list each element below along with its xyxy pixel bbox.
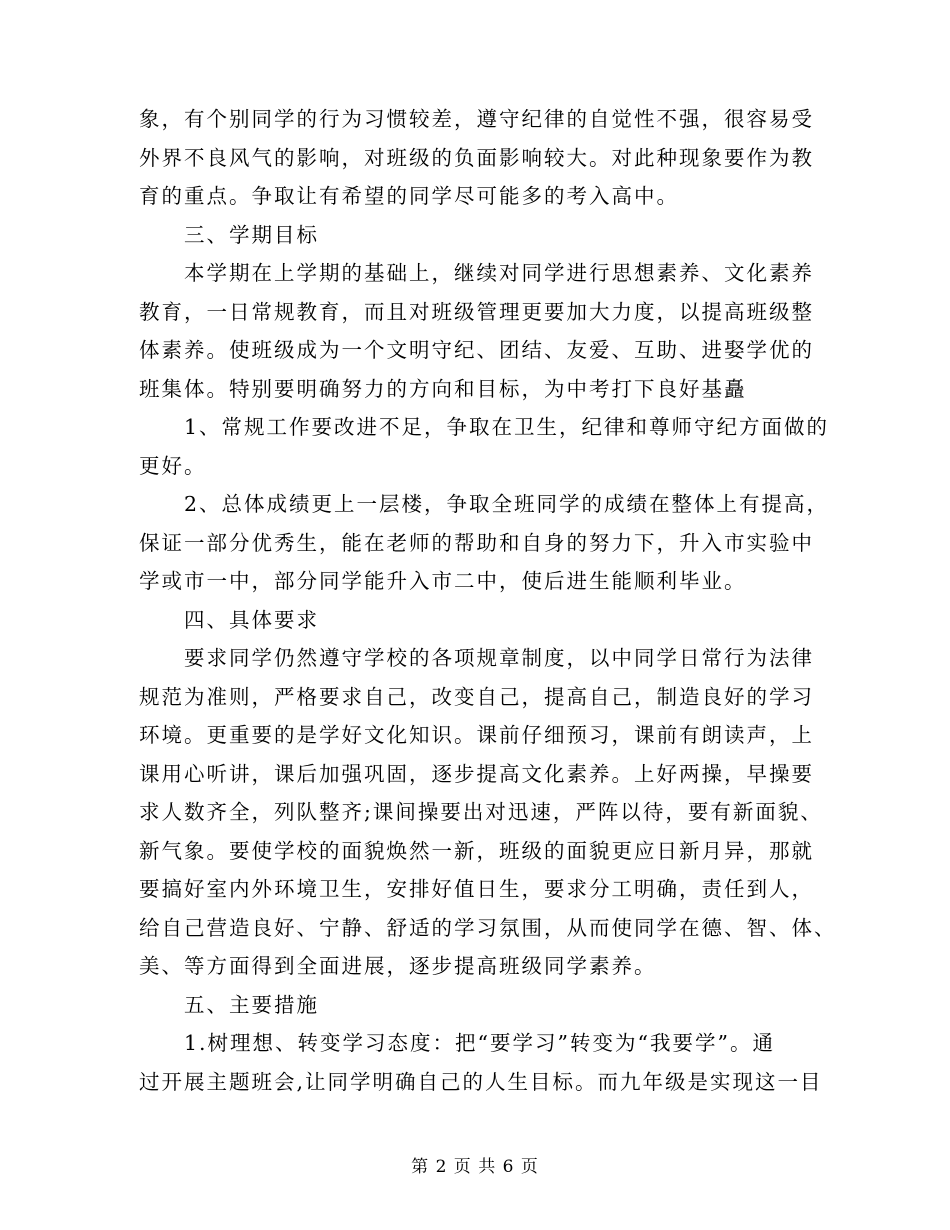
text-line: 课用心听讲，课后加强巩固，逐步提高文化素养。上好两操，早操要 bbox=[139, 761, 814, 786]
section-heading: 三、学期目标 bbox=[184, 222, 319, 247]
text-line: 给自己营造良好、宁静、舒适的学习氛围，从而使同学在德、智、体、 bbox=[139, 915, 837, 940]
text-line: 学或市一中，部分同学能升入市二中，使后进生能顺利毕业。 bbox=[139, 569, 747, 593]
text-line: 要搞好室内外环境卫生，安排好值日生，要求分工明确，责任到人， bbox=[139, 877, 814, 901]
text-line: 1、常规工作要改进不足，争取在卫生，纪律和尊师守纪方面做的 bbox=[184, 415, 830, 439]
text-line: 2、总体成绩更上一层楼，争取全班同学的成绩在整体上有提高， bbox=[184, 492, 830, 516]
text-line: 1.树理想、转变学习态度：把“要学习”转变为“我要学”。通 bbox=[184, 1031, 775, 1055]
text-line: 外界不良风气的影响，对班级的负面影响较大。对此种现象要作为教 bbox=[139, 145, 814, 170]
text-line: 班集体。特别要明确努力的方向和目标，为中考打下良好基矗 bbox=[139, 376, 747, 401]
text-line: 体素养。使班级成为一个文明守纪、团结、友爱、互助、进娶学优的 bbox=[139, 338, 814, 362]
text-line: 要求同学仍然遵守学校的各项规章制度，以中同学日常行为法律 bbox=[184, 646, 814, 670]
text-line: 过开展主题班会,让同学明确自己的人生目标。而九年级是实现这一目 bbox=[139, 1069, 823, 1094]
text-line: 保证一部分优秀生，能在老师的帮助和自身的努力下，升入市实验中 bbox=[139, 530, 814, 555]
page-number-footer: 第 2 页 共 6 页 bbox=[411, 1157, 539, 1177]
text-line: 本学期在上学期的基础上，继续对同学进行思想素养、文化素养 bbox=[184, 261, 814, 285]
text-line: 求人数齐全，列队整齐;课间操要出对迅速，严阵以待，要有新面貌、 bbox=[139, 800, 823, 824]
text-line: 教育，一日常规教育，而且对班级管理更要加大力度，以提高班级整 bbox=[139, 299, 814, 324]
text-line: 环境。更重要的是学好文化知识。课前仔细预习，课前有朗读声，上 bbox=[139, 723, 814, 747]
text-line: 新气象。要使学校的面貌焕然一新，班级的面貌更应日新月异，那就 bbox=[139, 838, 814, 863]
section-heading: 五、主要措施 bbox=[184, 992, 319, 1017]
text-line: 更好。 bbox=[139, 453, 207, 478]
text-line: 美、等方面得到全面进展，逐步提高班级同学素养。 bbox=[139, 954, 657, 978]
text-line: 规范为准则，严格要求自己，改变自己，提高自己，制造良好的学习 bbox=[139, 684, 814, 709]
body-text bbox=[139, 100, 837, 1101]
text-line: 象，有个别同学的行为习惯较差，遵守纪律的自觉性不强，很容易受 bbox=[139, 107, 814, 131]
text-line: 育的重点。争取让有希望的同学尽可能多的考入高中。 bbox=[139, 184, 679, 208]
section-heading: 四、具体要求 bbox=[184, 607, 319, 632]
